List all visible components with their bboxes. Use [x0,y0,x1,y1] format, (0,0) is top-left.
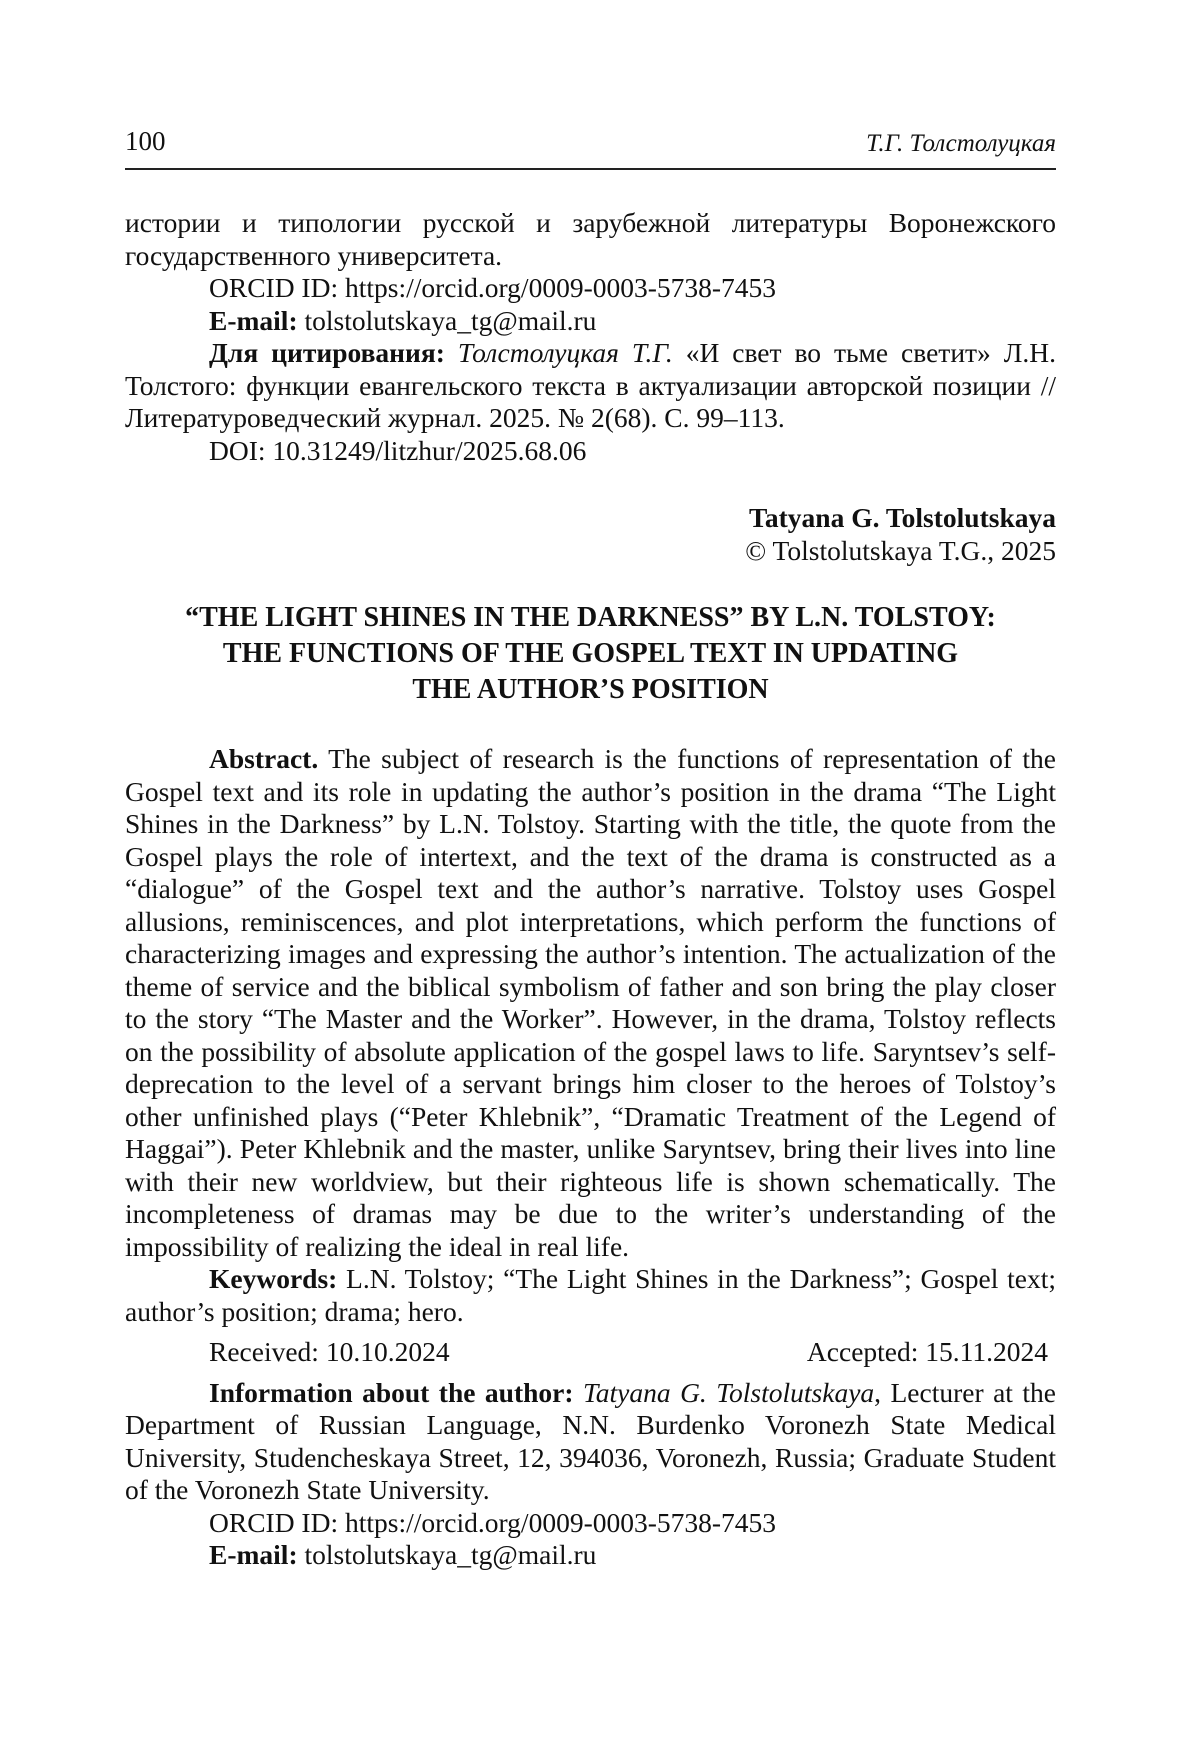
running-header [125,126,1056,170]
email-label-en: E-mail: [209,1539,298,1570]
citation [125,337,1056,435]
email-label: E-mail: [209,304,298,336]
article-title [125,600,1056,708]
abstract-section [125,743,1056,1572]
abstract [125,743,1056,1263]
author-info-name: Tatyana G. Tolstolutskaya [582,1376,875,1408]
received-date: Received: 10.10.2024 [209,1336,450,1367]
citation-author: Толстолуцкая Т.Г. [457,337,673,368]
title-line-1: “THE LIGHT SHINES IN THE DARKNESS” BY L.N. TOLSTOY: [185,602,996,633]
citation-text: «И свет во тьме светит» Л.Н. Толстого: функции евангельского текста в актуализации авторской позиции // Литературоведческий журнал. 2025. № 2(68). С. 99–113. [125,337,1056,433]
title-line-2: THE FUNCTIONS OF THE GOSPEL TEXT IN UPDATING [222,638,959,669]
email-line-ru [125,305,1056,338]
copyright: © Tolstolutskaya T.G., 2025 [745,534,1056,566]
orcid-line-en [125,1507,1056,1540]
orcid-line-ru [125,272,1056,305]
citation-label: Для цитирования: [209,337,445,368]
orcid-link-en[interactable]: https://orcid.org/0009-0003-5738-7453 [344,1506,777,1538]
abstract-text: The subject of research is the functions of representation of the Gospel text and its role in updating the author’s position in the drama “The Light Shines in the Darkness” by L.N. Tolstoy. Starting with the title, the quote from the Gospel plays the role of intertext, and the text of the drama is constructed as a “dialogue” of the Gospel text and the author’s narrative. Tolstoy uses Gospel allusions, reminiscences, and plot interpretations, which perform the functions of characterizing images and expressing the author’s intention. The actualization of the theme of service and the biblical symbolism of father and son bring the play closer to the story “The Master and the Worker”. However, in the drama, Tolstoy reflects on the possibility of absolute application of the gospel laws to life. Saryntsev’s self-deprecation to the level of a servant brings him closer to the heroes of Tolstoy’s other unfinished plays (“Peter Khlebnik”, “Dramatic Treatment of the Legend of Haggai”). Peter Khlebnik and the master, unlike Saryntsev, bring their lives into line with their new worldview, but their righteous life is shown schematically. The incompleteness of dramas may be due to the writer’s understanding of the impossibility of realizing the ideal in real life. [125,743,1056,1262]
orcid-label-en: ORCID ID: [209,1506,339,1538]
author-name: Tatyana G. Tolstolutskaya [749,502,1056,533]
keywords-label: Keywords: [209,1263,338,1294]
dates-row [125,1336,1056,1369]
email-link[interactable]: tolstolutskaya_tg@mail.ru [304,304,597,336]
keywords-text: L.N. Tolstoy; “The Light Shines in the Darkness”; Gospel text; author’s position; drama; hero. [125,1263,1056,1327]
email-link-en[interactable]: tolstolutskaya_tg@mail.ru [304,1539,597,1570]
author-info-label: Information about the author: [209,1376,574,1408]
title-line-3: THE AUTHOR’S POSITION [412,674,769,705]
keywords [125,1263,1056,1328]
english-author-block [125,502,1056,567]
email-line-en [125,1539,1056,1572]
orcid-link[interactable]: https://orcid.org/0009-0003-5738-7453 [344,272,777,303]
russian-metadata [125,207,1056,467]
author-info-text: , Lecturer at the Department of Russian Language, N.N. Burdenko Voronezh State Medical University, Studencheskaya Street, 12, 394036, Voronezh, Russia; Graduate Student of the Voronezh State University. [125,1376,1057,1505]
abstract-label: Abstract. [209,743,319,774]
running-author: Т.Г. Толстолуцкая [866,130,1056,157]
orcid-label: ORCID ID: [209,272,339,303]
page-number: 100 [125,126,166,156]
affiliation-tail: истории и типологии русской и зарубежной литературы Воронежского государственного университета. [125,207,1056,271]
doi-line[interactable]: DOI: 10.31249/litzhur/2025.68.06 [209,434,587,466]
accepted-date: Accepted: 15.11.2024 [806,1336,1048,1367]
author-info [125,1377,1056,1507]
